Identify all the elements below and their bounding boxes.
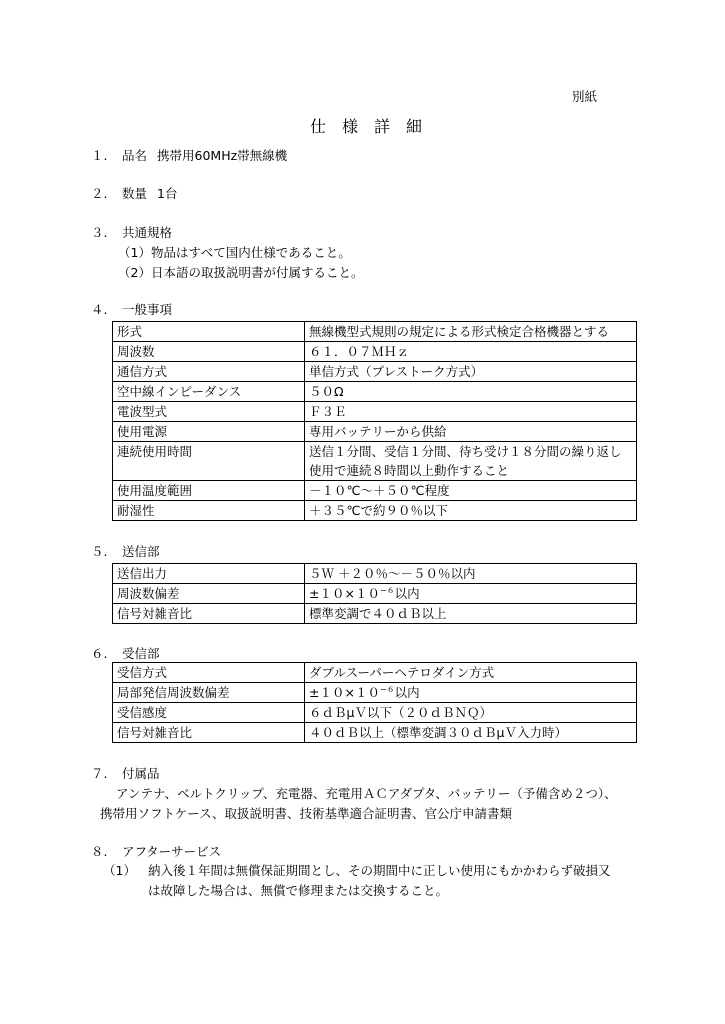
section-6-number: ６.: [91, 646, 108, 661]
spec-value: ダブルスーパーヘテロダイン方式: [305, 663, 637, 683]
spec-value: 送信１分間、受信１分間、待ち受け１８分間の繰り返し使用で連続８時間以上動作すること: [305, 442, 637, 481]
spec-value: 標準変調で４０ｄＢ以上: [305, 604, 637, 624]
section-8-number: ８.: [91, 844, 108, 859]
table-row: [113, 703, 637, 723]
section-1-value: 携帯用60MHz帯無線機: [157, 148, 288, 163]
spec-name: 局部発信周波数偏差: [113, 683, 305, 703]
table-row: [113, 382, 637, 402]
spec-name: 耐湿性: [113, 501, 305, 521]
section-4-label: 一般事項: [122, 302, 173, 317]
spec-value: 単信方式（プレストーク方式）: [305, 362, 637, 382]
spec-value: [305, 584, 637, 604]
spec-name: 使用温度範囲: [113, 481, 305, 501]
table-row: [113, 422, 637, 442]
receiver-spec-table: [112, 662, 637, 743]
value-suffix: 以内: [394, 586, 420, 601]
spec-value: Ｆ３Ｅ: [305, 402, 637, 422]
spec-value: 無線機型式規則の規定による形式検定合格機器とする: [305, 322, 637, 342]
section-3-item-1: （1）物品はすべて国内仕様であること。: [118, 245, 351, 260]
table-row: [113, 342, 637, 362]
spec-name: 使用電源: [113, 422, 305, 442]
spec-value: ４０ｄＢ以上（標準変調３０ｄＢμＶ入力時）: [305, 723, 637, 743]
spec-value: 専用バッテリーから供給: [305, 422, 637, 442]
table-row: [113, 322, 637, 342]
accessories-line-1: アンテナ、ベルトクリップ、充電器、充電用ＡＣアダプタ、バッテリー（予備含め２つ）、: [116, 786, 617, 801]
section-7-number: ７.: [91, 766, 108, 781]
spec-value: ＋３５℃で約９０％以下: [305, 501, 637, 521]
spec-name: 信号対雑音比: [113, 723, 305, 743]
general-spec-table: [112, 321, 637, 521]
spec-name: 周波数偏差: [113, 584, 305, 604]
section-2-value: 1台: [157, 186, 178, 201]
value-exponent: −６: [379, 684, 395, 694]
table-row: [113, 402, 637, 422]
table-row: [113, 683, 637, 703]
service-item-number: （1）: [103, 863, 136, 878]
section-5-number: ５.: [91, 544, 108, 559]
accessories-line-2: 携帯用ソフトケース、取扱説明書、技術基準適合証明書、官公庁申請書類: [100, 806, 513, 821]
table-row: [113, 604, 637, 624]
spec-value: ５Ｗ ＋２０％～－５０％以内: [305, 564, 637, 584]
service-item-line-1: 納入後１年間は無償保証期間とし、その期間中に正しい使用にもかかわらず破損又: [148, 863, 611, 878]
section-3-number: ３.: [91, 225, 108, 240]
spec-name: 電波型式: [113, 402, 305, 422]
spec-value: [305, 683, 637, 703]
section-3-label: 共通規格: [122, 225, 173, 240]
table-row: [113, 584, 637, 604]
spec-name: 信号対雑音比: [113, 604, 305, 624]
value-suffix: 以内: [394, 685, 420, 700]
table-row: [113, 481, 637, 501]
value-base: ±１０×１０: [309, 685, 380, 700]
spec-value: －１０℃～＋５０℃程度: [305, 481, 637, 501]
table-row: [113, 501, 637, 521]
value-base: ±１０×１０: [309, 586, 380, 601]
page-title: 仕様詳細: [310, 117, 439, 136]
section-1-number: １.: [91, 148, 108, 163]
section-8-label: アフターサービス: [122, 844, 222, 859]
spec-name: 空中線インピーダンス: [113, 382, 305, 402]
spec-name: 受信感度: [113, 703, 305, 723]
value-exponent: −６: [379, 585, 395, 595]
section-2-number: ２.: [91, 186, 108, 201]
spec-name: 周波数: [113, 342, 305, 362]
spec-value: ６１．０７ＭＨｚ: [305, 342, 637, 362]
table-row: [113, 723, 637, 743]
section-1-label: 品名: [122, 148, 148, 163]
table-row: [113, 564, 637, 584]
section-2-label: 数量: [122, 186, 148, 201]
attachment-label: 別紙: [572, 89, 598, 104]
spec-name: 連続使用時間: [113, 442, 305, 481]
spec-name: 送信出力: [113, 564, 305, 584]
section-6-label: 受信部: [122, 646, 160, 661]
table-row: [113, 442, 637, 481]
section-4-number: ４.: [91, 302, 108, 317]
spec-name: 通信方式: [113, 362, 305, 382]
service-item-line-2: は故障した場合は、無償で修理または交換すること。: [148, 883, 449, 898]
spec-name: 受信方式: [113, 663, 305, 683]
section-7-label: 付属品: [122, 766, 160, 781]
section-5-label: 送信部: [122, 544, 160, 559]
table-row: [113, 663, 637, 683]
spec-value: ５０Ω: [305, 382, 637, 402]
spec-value: ６ｄＢμＶ以下（２０ｄＢＮＱ）: [305, 703, 637, 723]
spec-name: 形式: [113, 322, 305, 342]
section-3-item-2: （2）日本語の取扱説明書が付属すること。: [118, 265, 364, 280]
table-row: [113, 362, 637, 382]
transmitter-spec-table: [112, 563, 637, 624]
